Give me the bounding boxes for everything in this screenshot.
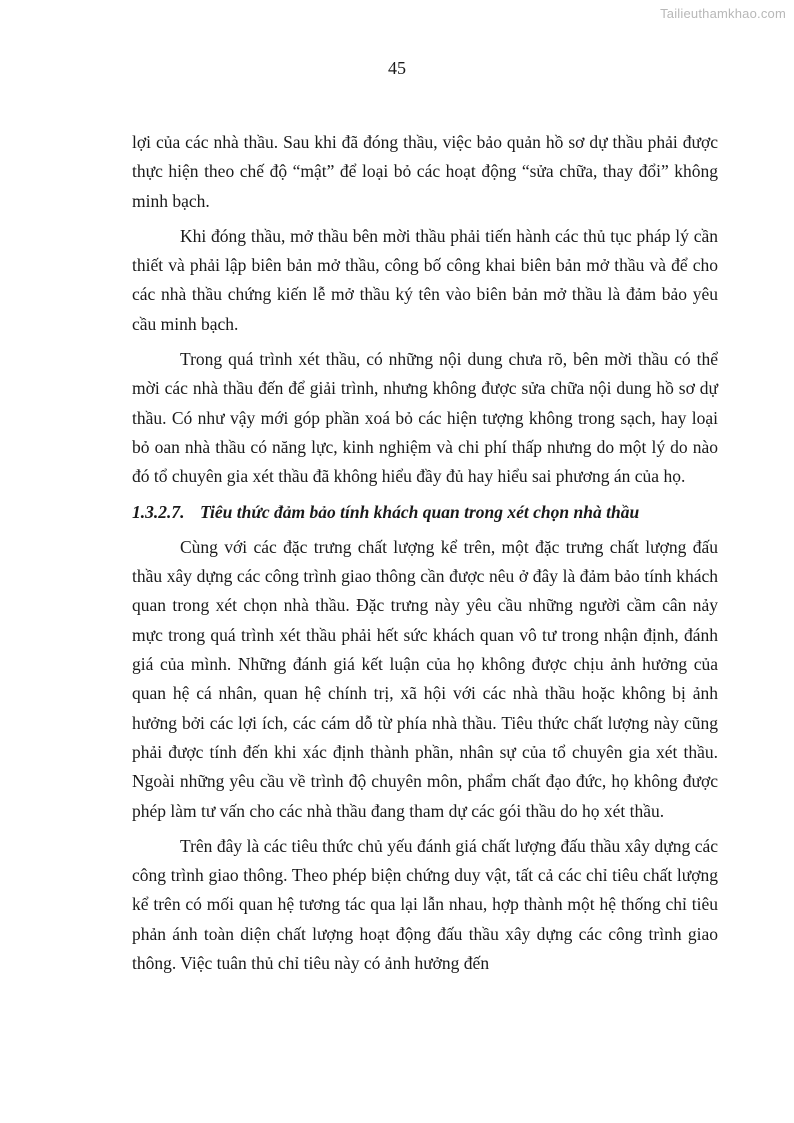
page-number: 45: [388, 58, 406, 78]
section-number: 1.3.2.7.: [132, 501, 185, 522]
section-title: Tiêu thức đảm bảo tính khách quan trong xét chọn nhà thầu: [200, 501, 640, 522]
page-body: [132, 128, 718, 984]
paragraph-3: Trong quá trình xét thầu, có những nội dung chưa rõ, bên mời thầu có thể mời các nhà thầu đến để giải trình, nhưng không được sửa chữa nội dung hồ sơ dự thầu. Có như vậy mới góp phần xoá bỏ các hiện tượng không trong sạch, hay loại bỏ oan nhà thầu có năng lực, kinh nghiệm và chi phí thấp nhưng do một lý do nào đó tổ chuyên gia xét thầu đã không hiểu đầy đủ hay hiểu sai phương án của họ.: [132, 349, 718, 487]
paragraph-4: Cùng với các đặc trưng chất lượng kể trên, một đặc trưng chất lượng đấu thầu xây dựng các công trình giao thông cần được nêu ở đây là đảm bảo tính khách quan trong xét chọn nhà thầu. Đặc trưng này yêu cầu những người cầm cân nảy mực trong quá trình xét thầu phải hết sức khách quan vô tư trong nhận định, đánh giá của mình. Những đánh giá kết luận của họ không được chịu ảnh hưởng của quan hệ cá nhân, quan hệ chính trị, xã hội với các nhà thầu hoặc không bị ảnh hưởng bởi các lợi ích, các cám dỗ từ phía nhà thầu. Tiêu thức chất lượng này cũng phải được tính đến khi xác định thành phần, nhân sự của tổ chuyên gia xét thầu. Ngoài những yêu cầu về trình độ chuyên môn, phẩm chất đạo đức, họ không được phép làm tư vấn cho các nhà thầu đang tham dự các gói thầu do họ xét thầu.: [132, 536, 718, 821]
watermark: Tailieuthamkhao.com: [660, 6, 786, 21]
paragraph-2: Khi đóng thầu, mở thầu bên mời thầu phải tiến hành các thủ tục pháp lý cần thiết và phải lập biên bản mở thầu, công bố công khai biên bản mở thầu và để cho các nhà thầu chứng kiến lễ mở thầu ký tên vào biên bản mở thầu là đảm bảo yêu cầu minh bạch.: [132, 225, 718, 334]
section-heading: [132, 498, 718, 527]
paragraph-1: lợi của các nhà thầu. Sau khi đã đóng thầu, việc bảo quản hồ sơ dự thầu phải được thực hiện theo chế độ “mật” để loại bỏ các hoạt động “sửa chữa, thay đổi” không minh bạch.: [132, 132, 718, 211]
paragraph-5: Trên đây là các tiêu thức chủ yếu đánh giá chất lượng đấu thầu xây dựng các công trình giao thông. Theo phép biện chứng duy vật, tất cả các chỉ tiêu chất lượng kể trên có mối quan hệ tương tác qua lại lẫn nhau, hợp thành một hệ thống chỉ tiêu phản ánh toàn diện chất lượng hoạt động đấu thầu xây dựng các công trình giao thông. Việc tuân thủ chỉ tiêu này có ảnh hưởng đến: [132, 835, 718, 974]
